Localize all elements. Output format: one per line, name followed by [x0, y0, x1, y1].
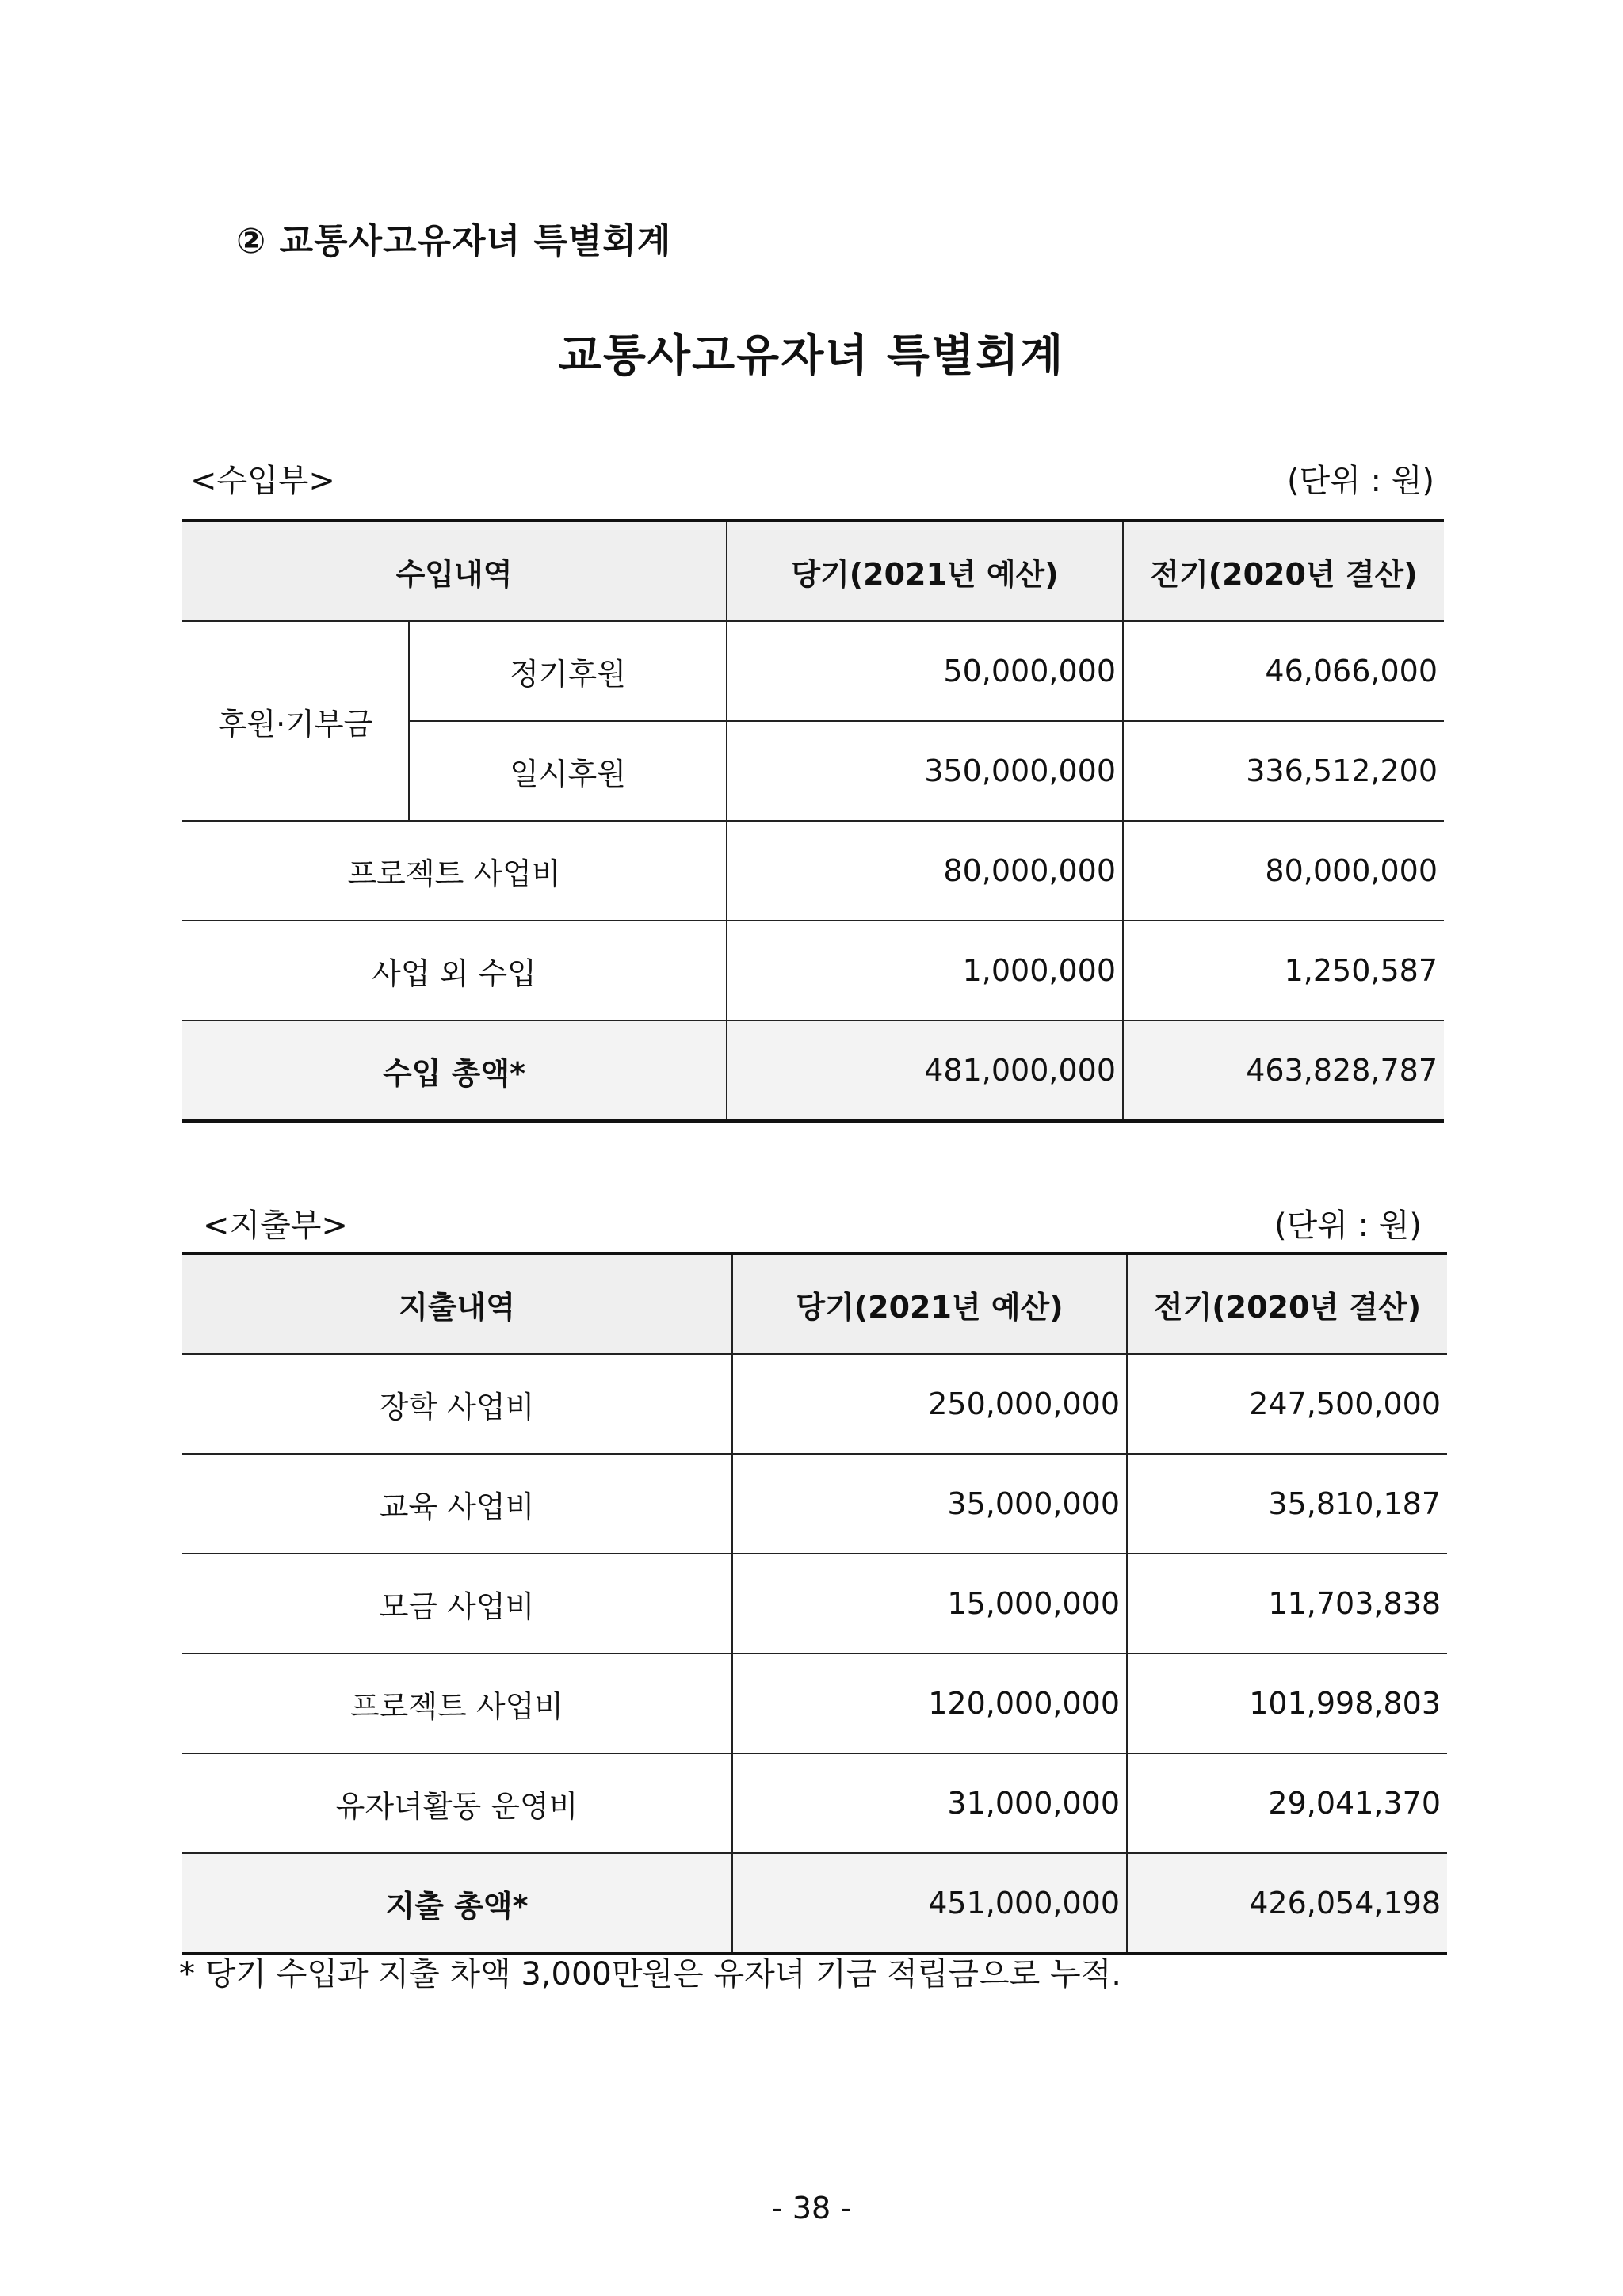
previous-value: 80,000,000 [1123, 821, 1444, 921]
income-section-label: <수입부> [190, 463, 335, 499]
current-value: 1,000,000 [727, 921, 1123, 1020]
table-row [182, 1354, 1447, 1454]
current-value: 120,000,000 [732, 1653, 1127, 1753]
row-label: 장학 사업비 [182, 1354, 732, 1454]
income-header-category: 수입내역 [182, 521, 727, 621]
total-current: 481,000,000 [727, 1020, 1123, 1121]
previous-value: 336,512,200 [1123, 721, 1444, 821]
expense-header-category: 지출내역 [182, 1253, 732, 1354]
table-row [182, 921, 1444, 1020]
row-label: 사업 외 수입 [182, 921, 727, 1020]
previous-value: 46,066,000 [1123, 621, 1444, 721]
previous-value: 29,041,370 [1127, 1753, 1447, 1853]
current-value: 15,000,000 [732, 1554, 1127, 1653]
table-row [182, 1753, 1447, 1853]
expense-header-row [182, 1253, 1447, 1354]
row-label: 정기후원 [409, 621, 727, 721]
current-value: 31,000,000 [732, 1753, 1127, 1853]
previous-value: 247,500,000 [1127, 1354, 1447, 1454]
row-label: 교육 사업비 [182, 1454, 732, 1554]
page-number: - 38 - [772, 2191, 851, 2225]
total-label: 지출 총액* [182, 1853, 732, 1954]
previous-value: 35,810,187 [1127, 1454, 1447, 1554]
table-row [182, 1653, 1447, 1753]
table-row [182, 621, 1444, 721]
group-label-donations: 후원·기부금 [182, 621, 409, 821]
document-title: 교통사고유자녀 특별회계 [558, 330, 1065, 382]
row-label: 유자녀활동 운영비 [182, 1753, 732, 1853]
expense-section-label: <지출부> [203, 1207, 348, 1244]
expense-total-row [182, 1853, 1447, 1954]
previous-value: 11,703,838 [1127, 1554, 1447, 1653]
total-previous: 463,828,787 [1123, 1020, 1444, 1121]
table-row [182, 1454, 1447, 1554]
current-value: 250,000,000 [732, 1354, 1127, 1454]
footnote: * 당기 수입과 지출 차액 3,000만원은 유자녀 기금 적립금으로 누적. [179, 1956, 1122, 1993]
table-row [182, 821, 1444, 921]
income-header-row [182, 521, 1444, 621]
previous-value: 1,250,587 [1123, 921, 1444, 1020]
total-label: 수입 총액* [182, 1020, 727, 1121]
total-previous: 426,054,198 [1127, 1853, 1447, 1954]
expense-table [182, 1252, 1447, 1955]
income-header-previous: 전기(2020년 결산) [1123, 521, 1444, 621]
expense-unit-label: (단위 : 원) [1274, 1207, 1422, 1244]
previous-value: 101,998,803 [1127, 1653, 1447, 1753]
row-label: 프로젝트 사업비 [182, 821, 727, 921]
row-label: 모금 사업비 [182, 1554, 732, 1653]
income-total-row [182, 1020, 1444, 1121]
current-value: 50,000,000 [727, 621, 1123, 721]
income-header-current: 당기(2021년 예산) [727, 521, 1123, 621]
expense-header-current: 당기(2021년 예산) [732, 1253, 1127, 1354]
row-label: 일시후원 [409, 721, 727, 821]
current-value: 35,000,000 [732, 1454, 1127, 1554]
table-row [182, 1554, 1447, 1653]
total-current: 451,000,000 [732, 1853, 1127, 1954]
row-label: 프로젝트 사업비 [182, 1653, 732, 1753]
income-unit-label: (단위 : 원) [1286, 463, 1434, 499]
expense-header-previous: 전기(2020년 결산) [1127, 1253, 1447, 1354]
current-value: 80,000,000 [727, 821, 1123, 921]
current-value: 350,000,000 [727, 721, 1123, 821]
income-table [182, 519, 1444, 1123]
section-heading: ② 교통사고유자녀 특별회계 [236, 221, 672, 261]
